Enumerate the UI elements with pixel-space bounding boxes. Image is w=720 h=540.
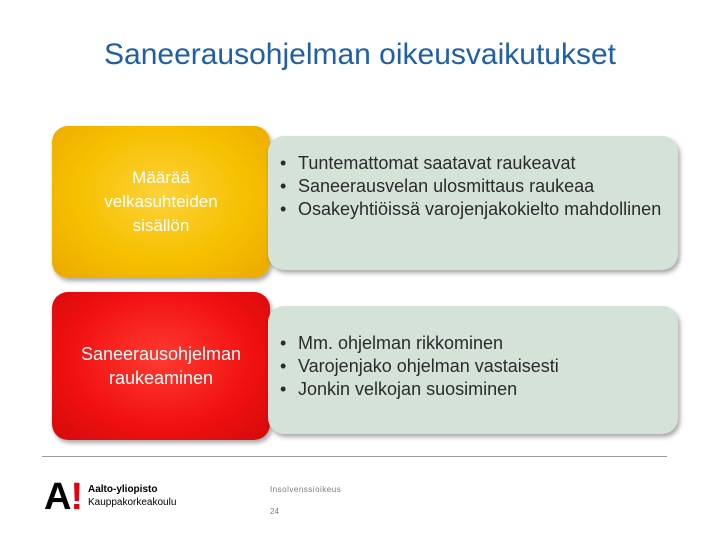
- bullet-item: • Jonkin velkojan suosiminen: [278, 378, 672, 401]
- page-number: 24: [270, 507, 279, 516]
- content-box-yellow: [52, 126, 270, 278]
- bullet-panel: [268, 306, 678, 434]
- footer-text: Insolvenssioikeus: [270, 485, 342, 494]
- bullet-list: [278, 152, 672, 221]
- logo-mark: [44, 478, 82, 516]
- bullet-item: • Varojenjako ohjelman vastaisesti: [278, 355, 672, 378]
- logo-subtitle: Kauppakorkeakoulu: [88, 497, 177, 508]
- bullet-item: • Tuntemattomat saatavat raukeavat: [278, 152, 672, 175]
- box-label: Saneerausohjelman raukeaminen: [80, 344, 242, 388]
- content-box-red: [52, 292, 270, 440]
- bullet-item: • Osakeyhtiöissä varojenjakokielto mahdollinen: [278, 198, 672, 221]
- bullet-item: • Saneerausvelan ulosmittaus raukeaa: [278, 175, 672, 198]
- bullet-panel: [268, 136, 678, 270]
- slide-title: Saneerausohjelman oikeusvaikutukset: [104, 38, 616, 71]
- logo-exclamation: !: [70, 476, 83, 518]
- footer-divider: [42, 456, 667, 457]
- bullet-item: • Mm. ohjelman rikkominen: [278, 332, 672, 355]
- aalto-logo: [44, 478, 224, 518]
- logo-name: Aalto-yliopisto: [88, 484, 158, 495]
- bullet-list: [278, 332, 672, 401]
- box-label: Määrää velkasuhteiden sisällön: [104, 168, 218, 235]
- logo-letter: A: [44, 476, 71, 518]
